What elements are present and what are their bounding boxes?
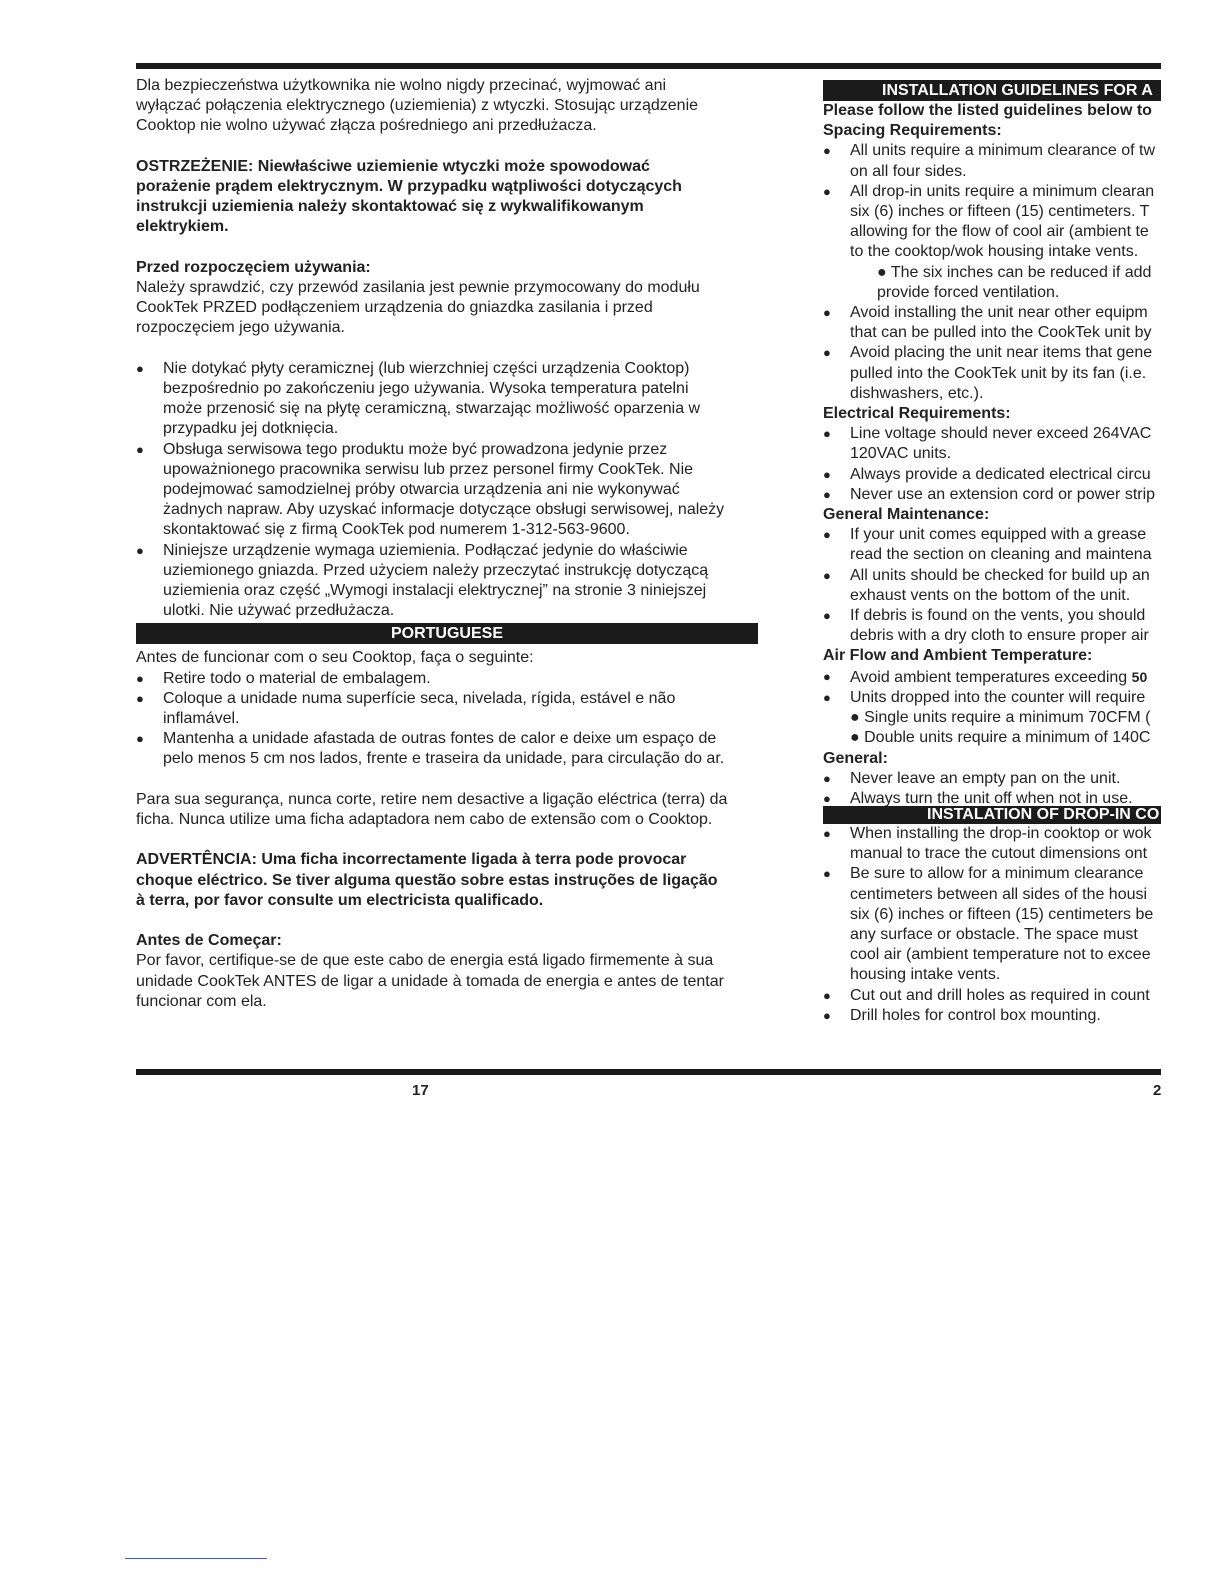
list-item: ● Never leave an empty pan on the unit.	[823, 769, 1161, 789]
list-item: ● All drop-in units require a minimum clearan six (6) inches or fifteen (15) centimeters. T allowing for the flow of cool air (ambient te to the cooktop/wok housing intake vents.	[823, 182, 1161, 263]
footer-link-underline	[125, 1558, 267, 1559]
follow-guidelines-line: Please follow the listed guidelines below to	[823, 102, 1152, 119]
section-bar-installation-guidelines: INSTALLATION GUIDELINES FOR A	[823, 80, 1161, 101]
list-item: ● Avoid installing the unit near other equipm that can be pulled into the CookTek unit by	[823, 303, 1161, 343]
list-item: ● Cut out and drill holes as required in count	[823, 986, 1161, 1006]
left-column	[136, 76, 758, 1012]
top-rule	[136, 63, 1161, 69]
section-bar-portuguese: PORTUGUESE	[136, 623, 758, 644]
electrical-heading: Electrical Requirements:	[823, 405, 1011, 423]
list-item: ● Avoid ambient temperatures exceeding 50	[823, 667, 1161, 688]
dropin-bullet-list	[823, 824, 1161, 1026]
list-item: ● Line voltage should never exceed 264VAC 120VAC units.	[823, 424, 1161, 464]
airflow-bullet-list	[823, 667, 1161, 708]
warning-paragraph: OSTRZEŻENIE: Niewłaściwe uziemienie wtyczki może spowodować porażenie prądem elektrycznym. W przypadku wątpliwości dotyczących instrukcji uziemienia należy skontaktować się z wykwalifikowanym elektrykiem.	[136, 157, 682, 236]
page-number-left: 17	[412, 1082, 429, 1099]
general-heading: General:	[823, 749, 888, 767]
list-item: ● Avoid placing the unit near items that gene pulled into the CookTek unit by its fan (i.e. dishwashers, etc.).	[823, 343, 1161, 404]
spacing-bullet-list-2	[823, 303, 1161, 404]
airflow-heading: Air Flow and Ambient Temperature:	[823, 647, 1093, 665]
polish-bullet-list	[136, 359, 758, 622]
list-item: ● Retire todo o material de embalagem.	[136, 669, 758, 689]
list-item: ● Niniejsze urządzenie wymaga uziemienia. Podłączać jedynie do właściwie uziemionego gniazda. Przed użyciem należy przeczytać instrukcję dotyczącą uziemienia oraz część „Wymogi instalacji elektrycznej” na stronie 3 niniejszej ulotki. Nie używać przedłużacza.	[136, 541, 758, 622]
pt-before-paragraph: Por favor, certifique-se de que este cabo de energia está ligado firmemente à sua unidade CookTek ANTES de ligar a unidade à tomada de energia e antes de tentar funcionar com ela.	[136, 952, 724, 1010]
pt-bullet-list	[136, 669, 758, 770]
before-use-paragraph: Należy sprawdzić, czy przewód zasilania jest pewnie przymocowany do modułu CookTek PRZED podłączeniem urządzenia do gniazdka zasilania i przed rozpoczęciem jego używania.	[136, 279, 700, 337]
airflow-sub-bullets: ● Single units require a minimum 70CFM ( ● Double units require a minimum of 140C	[850, 709, 1151, 747]
list-item: ● All units should be checked for build up an exhaust vents on the bottom of the unit.	[823, 566, 1161, 606]
right-column	[823, 80, 1161, 1026]
list-item: ● When installing the drop-in cooktop or wok manual to trace the cutout dimensions ont	[823, 824, 1161, 864]
maintenance-bullet-list	[823, 525, 1161, 646]
page-number-right: 2	[1153, 1082, 1162, 1099]
pt-safety-paragraph: Para sua segurança, nunca corte, retire nem desactive a ligação eléctrica (terra) da ficha. Nunca utilize uma ficha adaptadora nem cabo de extensão com o Cooktop.	[136, 790, 728, 829]
list-item: ● If debris is found on the vents, you should debris with a dry cloth to ensure proper air	[823, 606, 1161, 646]
list-item: ● Always turn the unit off when not in use.	[823, 789, 1161, 806]
pt-warning-paragraph: ADVERTÊNCIA: Uma ficha incorrectamente ligada à terra pode provocar choque eléctrico. Se tiver alguma questão sobre estas instruções de ligação à terra, por favor consulte um electricista qualificado.	[136, 851, 718, 909]
electrical-bullet-list	[823, 424, 1161, 505]
before-use-heading: Przed rozpoczęciem używania:	[136, 258, 371, 276]
maintenance-heading: General Maintenance:	[823, 506, 990, 524]
list-item: ● Obsługa serwisowa tego produktu może być prowadzona jedynie przez upoważnionego pracownika serwisu lub przez personel firmy CookTek. Nie podejmować samodzielnej próby otwarcia urządzenia ani nie wykonywać żadnych napraw. Aby uzyskać informacje dotyczące obsługi serwisowej, należy skontaktować się z firmą CookTek pod numerem 1-312-563-9600.	[136, 440, 758, 541]
section-bar-drop-in-installation: INSTALATION OF DROP-IN CO	[823, 806, 1161, 824]
spacing-bullet-list	[823, 141, 1161, 262]
list-item: ● If your unit comes equipped with a grease read the section on cleaning and maintena	[823, 525, 1161, 565]
intro-paragraph: Dla bezpieczeństwa użytkownika nie wolno nigdy przecinać, wyjmować ani wyłączać połączenia elektrycznego (uziemienia) z wtyczki. Stosując urządzenie Cooktop nie wolno używać złącza pośredniego ani przedłużacza.	[136, 77, 699, 135]
list-item: ● Be sure to allow for a minimum clearance centimeters between all sides of the housi six (6) inches or fifteen (15) centimeters be any surface or obstacle. The space must cool air (ambient temperature not to excee housing intake vents.	[823, 864, 1161, 985]
list-item: ● All units require a minimum clearance of tw on all four sides.	[823, 141, 1161, 181]
list-item: ● Nie dotykać płyty ceramicznej (lub wierzchniej części urządzenia Cooktop) bezpośrednio po zakończeniu jego używania. Wysoka temperatura patelni może przenosić się na płytę ceramiczną, stwarzając możliwość oparzenia w przypadku jej dotknięcia.	[136, 359, 758, 440]
pt-intro: Antes de funcionar com o seu Cooktop, faça o seguinte:	[136, 649, 534, 667]
list-item: ● Never use an extension cord or power strip	[823, 485, 1161, 505]
bottom-rule	[136, 1069, 1161, 1075]
general-bullet-list	[823, 769, 1161, 806]
list-item: ● Units dropped into the counter will require	[823, 688, 1161, 708]
list-item: ● Drill holes for control box mounting.	[823, 1006, 1161, 1026]
list-item: ● Mantenha a unidade afastada de outras fontes de calor e deixe um espaço de pelo menos 5 cm nos lados, frente e traseira da unidade, para circulação do ar.	[136, 729, 758, 769]
list-item: ● Always provide a dedicated electrical circu	[823, 465, 1161, 485]
pt-before-heading: Antes de Começar:	[136, 932, 282, 950]
spacing-heading: Spacing Requirements:	[823, 122, 1002, 140]
list-item: ● Coloque a unidade numa superfície seca, nivelada, rígida, estável e não inflamável.	[136, 689, 758, 729]
spacing-sub-bullet: ● The six inches can be reduced if add provide forced ventilation.	[877, 263, 1152, 301]
